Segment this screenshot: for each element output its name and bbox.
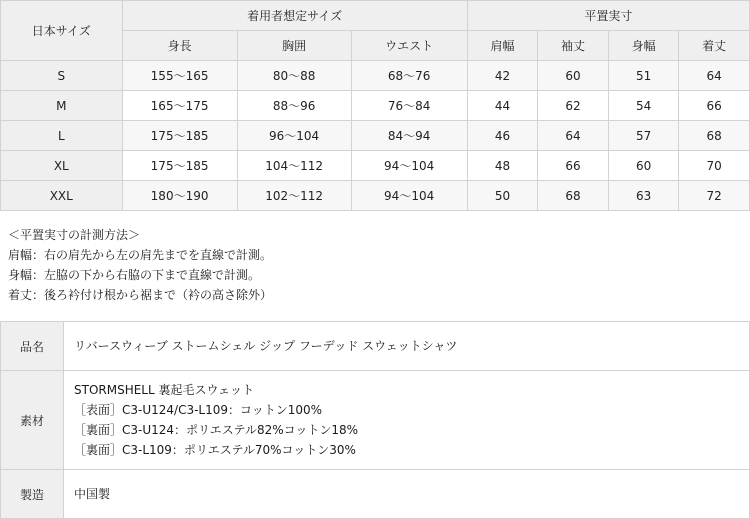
- material-line: ［表面］C3-U124/C3-L109：コットン100%: [74, 403, 323, 417]
- material-line: STORMSHELL 裏起毛スウェット: [74, 383, 255, 397]
- size-chart-body: [1, 61, 750, 211]
- label-product-name: 品名: [1, 322, 64, 371]
- header-row-group: [1, 1, 750, 31]
- table-row: [1, 181, 750, 211]
- table-row: [1, 121, 750, 151]
- header-jp-size: 日本サイズ: [1, 1, 123, 61]
- table-row: [1, 322, 750, 371]
- size-chart-table: [0, 0, 750, 211]
- header-wearer-size: 着用者想定サイズ: [122, 1, 467, 31]
- header-body-length: 着丈: [679, 31, 750, 61]
- cell-shoulder: 48: [467, 151, 538, 181]
- note-line: ＜平置実寸の計測方法＞: [8, 228, 141, 242]
- table-row: [1, 151, 750, 181]
- header-body-width: 身幅: [608, 31, 679, 61]
- value-manufacture: 中国製: [64, 470, 750, 519]
- label-material: 素材: [1, 371, 64, 470]
- cell-body-width: 57: [608, 121, 679, 151]
- cell-shoulder: 44: [467, 91, 538, 121]
- cell-sleeve: 66: [538, 151, 609, 181]
- cell-height: 175〜185: [122, 121, 237, 151]
- cell-waist: 84〜94: [351, 121, 467, 151]
- cell-shoulder: 42: [467, 61, 538, 91]
- note-line: 身幅：左脇の下から右脇の下まで直線で計測。: [8, 268, 261, 282]
- cell-chest: 88〜96: [237, 91, 351, 121]
- cell-sleeve: 60: [538, 61, 609, 91]
- cell-sleeve: 68: [538, 181, 609, 211]
- cell-height: 175〜185: [122, 151, 237, 181]
- cell-sleeve: 64: [538, 121, 609, 151]
- material-line: ［裏面］C3-U124：ポリエステル82%コットン18%: [74, 423, 359, 437]
- cell-height: 155〜165: [122, 61, 237, 91]
- header-shoulder: 肩幅: [467, 31, 538, 61]
- cell-body-length: 64: [679, 61, 750, 91]
- row-size-label: L: [1, 121, 123, 151]
- cell-waist: 94〜104: [351, 181, 467, 211]
- product-info-section: [0, 321, 750, 519]
- cell-body-width: 63: [608, 181, 679, 211]
- table-row: [1, 91, 750, 121]
- product-info-table: [0, 321, 750, 519]
- cell-height: 165〜175: [122, 91, 237, 121]
- header-chest: 胸囲: [237, 31, 351, 61]
- table-row: [1, 61, 750, 91]
- cell-height: 180〜190: [122, 181, 237, 211]
- row-size-label: XXL: [1, 181, 123, 211]
- row-size-label: M: [1, 91, 123, 121]
- note-line: 肩幅：右の肩先から左の肩先までを直線で計測。: [8, 248, 273, 262]
- value-product-name: リバースウィーブ ストームシェル ジップ フーデッド スウェットシャツ: [64, 322, 750, 371]
- cell-chest: 80〜88: [237, 61, 351, 91]
- header-waist: ウエスト: [351, 31, 467, 61]
- cell-body-width: 54: [608, 91, 679, 121]
- header-flat-measure: 平置実寸: [467, 1, 749, 31]
- header-sleeve: 袖丈: [538, 31, 609, 61]
- material-line: ［裏面］C3-L109：ポリエステル70%コットン30%: [74, 443, 356, 457]
- cell-chest: 102〜112: [237, 181, 351, 211]
- cell-sleeve: 62: [538, 91, 609, 121]
- label-manufacture: 製造: [1, 470, 64, 519]
- cell-waist: 68〜76: [351, 61, 467, 91]
- row-size-label: XL: [1, 151, 123, 181]
- table-row: [1, 470, 750, 519]
- cell-body-width: 51: [608, 61, 679, 91]
- measurement-notes: [0, 211, 750, 305]
- value-material: [64, 371, 750, 470]
- note-line: 着丈：後ろ衿付け根から裾まで（衿の高さ除外）: [8, 288, 273, 302]
- header-height: 身長: [122, 31, 237, 61]
- cell-waist: 76〜84: [351, 91, 467, 121]
- cell-body-length: 72: [679, 181, 750, 211]
- cell-shoulder: 50: [467, 181, 538, 211]
- table-row: [1, 371, 750, 470]
- cell-chest: 104〜112: [237, 151, 351, 181]
- cell-body-length: 66: [679, 91, 750, 121]
- cell-body-width: 60: [608, 151, 679, 181]
- cell-waist: 94〜104: [351, 151, 467, 181]
- cell-body-length: 70: [679, 151, 750, 181]
- cell-chest: 96〜104: [237, 121, 351, 151]
- size-chart-head: [1, 1, 750, 61]
- row-size-label: S: [1, 61, 123, 91]
- cell-body-length: 68: [679, 121, 750, 151]
- cell-shoulder: 46: [467, 121, 538, 151]
